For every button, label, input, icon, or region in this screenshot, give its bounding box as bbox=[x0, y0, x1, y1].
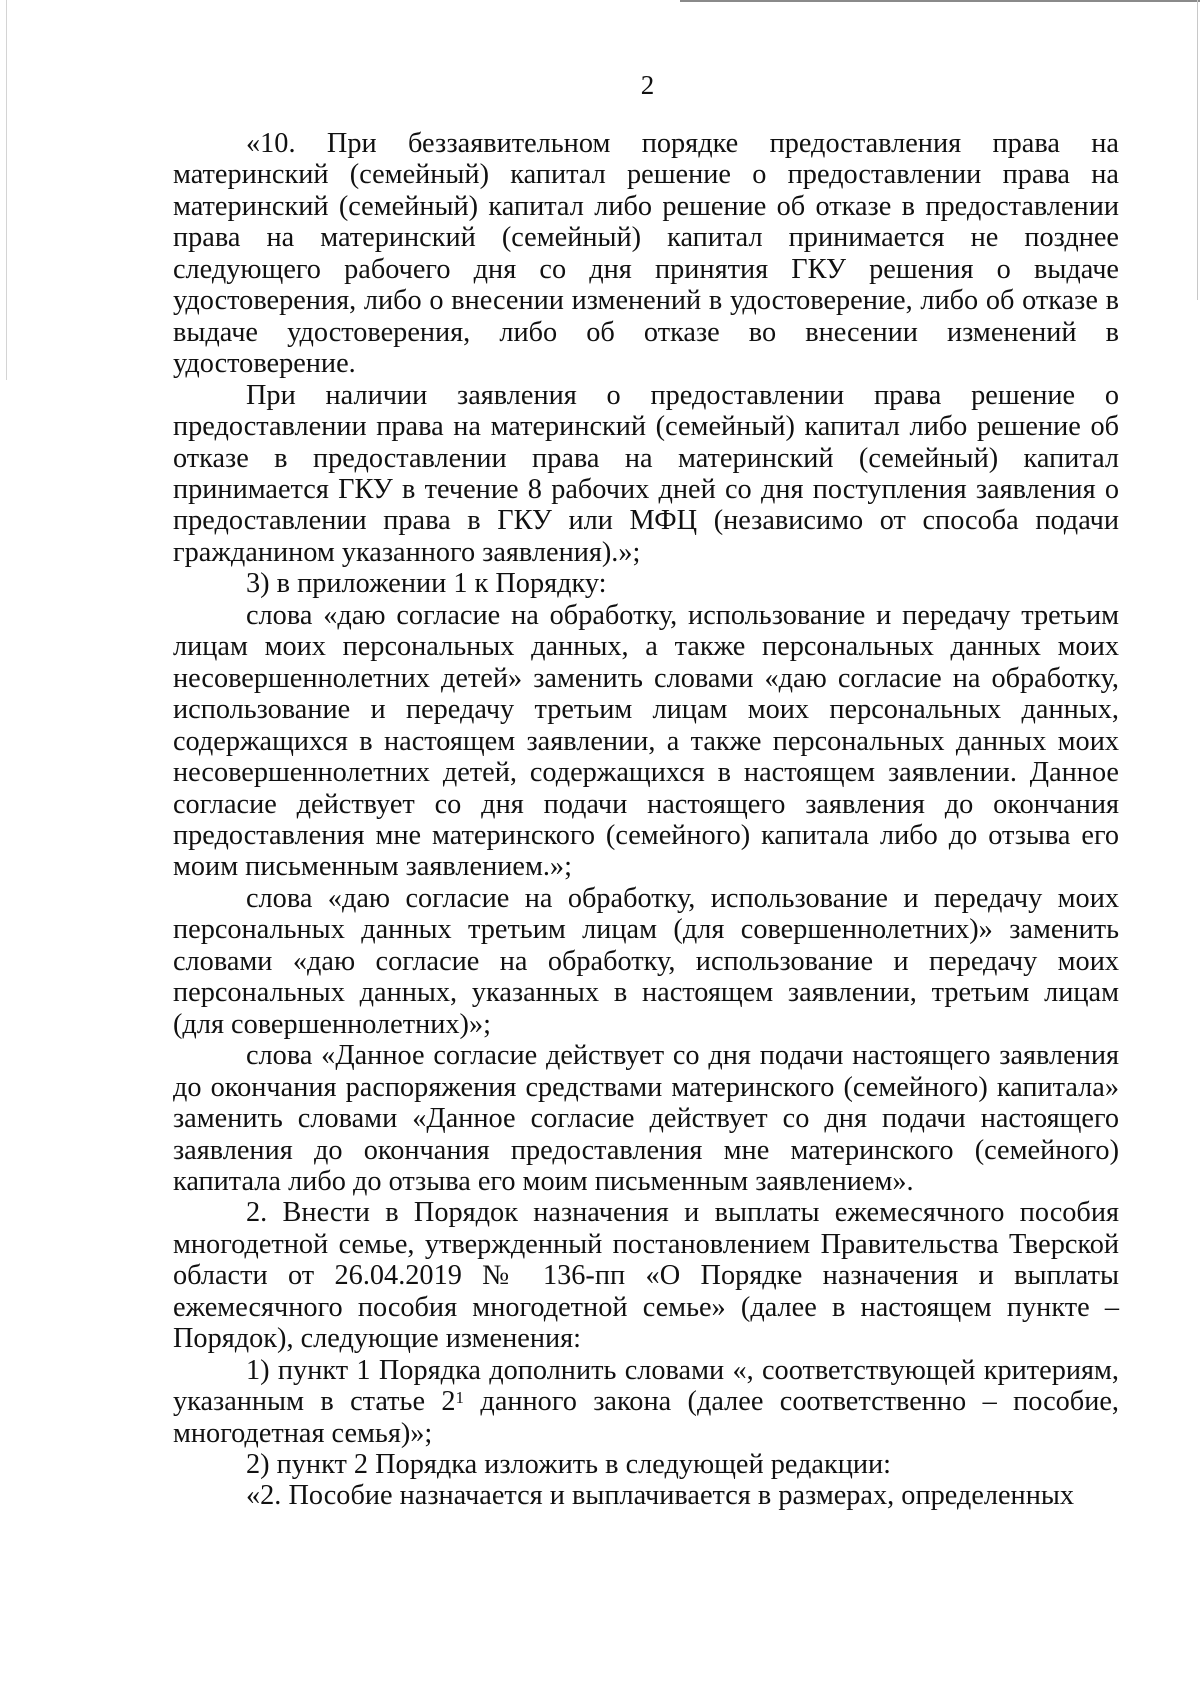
document-body bbox=[173, 128, 1119, 1512]
scan-edge-line bbox=[1197, 0, 1198, 300]
paragraph: 2. Внести в Порядок назначения и выплаты ежемесячного пособия многодетной семье, утвержденный постановлением Правительства Тверской области от 26.04.2019 № 136-пп «О Порядке назначения и выплаты ежемесячного пособия многодетной семье» (далее в настоящем пункте – Порядок), следующие изменения: bbox=[173, 1197, 1119, 1355]
paragraph bbox=[173, 1355, 1119, 1449]
paragraph-text: данного закона (далее соответственно – пособие, многодетная семья)»; bbox=[173, 1386, 1119, 1449]
scan-edge-line bbox=[6, 0, 7, 380]
paragraph: слова «даю согласие на обработку, использование и передачу моих персональных данных третьим лицам (для совершеннолетних)» заменить словами «даю согласие на обработку, использование и передачу моих персональных данных, указанных в настоящем заявлении, третьим лицам (для совершеннолетних)»; bbox=[173, 882, 1119, 1040]
paragraph: слова «даю согласие на обработку, использование и передачу третьим лицам моих персональных данных, а также персональных данных моих несовершеннолетних детей» заменить словами «даю согласие на обработку, использование и передачу третьим лицам моих персональных данных, содержащихся в настоящем заявлении, а также персональных данных моих несовершеннолетних детей, содержащихся в настоящем заявлении. Данное согласие действует со дня подачи настоящего заявления до окончания предоставления мне материнского (семейного) капитала либо до отзыва его моим письменным заявлением.»; bbox=[173, 599, 1119, 883]
page-number: 2 bbox=[640, 70, 655, 100]
paragraph: «10. При беззаявительном порядке предоставления права на материнский (семейный) капитал решение о предоставлении права на материнский (семейный) капитал либо решение об отказе в предоставлении права на материнский (семейный) капитал принимается не позднее следующего рабочего дня со дня принятия ГКУ решения о выдаче удостоверения, либо о внесении изменений в удостоверение, либо об отказе в выдаче удостоверения, либо об отказе во внесении изменений в удостоверение. bbox=[173, 128, 1119, 380]
paragraph: При наличии заявления о предоставлении права решение о предоставлении права на материнский (семейный) капитал либо решение об отказе в предоставлении права на материнский (семейный) капитал принимается ГКУ в течение 8 рабочих дней со дня поступления заявления о предоставлении права в ГКУ или МФЦ (независимо от способа подачи гражданином указанного заявления).»; bbox=[173, 379, 1119, 568]
paragraph: слова «Данное согласие действует со дня подачи настоящего заявления до окончания распоряжения средствами материнского (семейного) капитала» заменить словами «Данное согласие действует со дня подачи настоящего заявления до окончания предоставления мне материнского (семейного) капитала либо до отзыва его моим письменным заявлением». bbox=[173, 1040, 1119, 1197]
scan-edge-line bbox=[680, 0, 1200, 2]
superscript: 1 bbox=[455, 1388, 465, 1408]
paragraph: 3) в приложении 1 к Порядку: bbox=[246, 568, 607, 600]
paragraph-text: 1) пункт 1 Порядка дополнить словами «, соответствующей критериям, указанным в статье 2 bbox=[173, 1354, 1119, 1418]
paragraph: «2. Пособие назначается и выплачивается в размерах, определенных bbox=[246, 1480, 1075, 1512]
paragraph: 2) пункт 2 Порядка изложить в следующей редакции: bbox=[246, 1449, 892, 1481]
